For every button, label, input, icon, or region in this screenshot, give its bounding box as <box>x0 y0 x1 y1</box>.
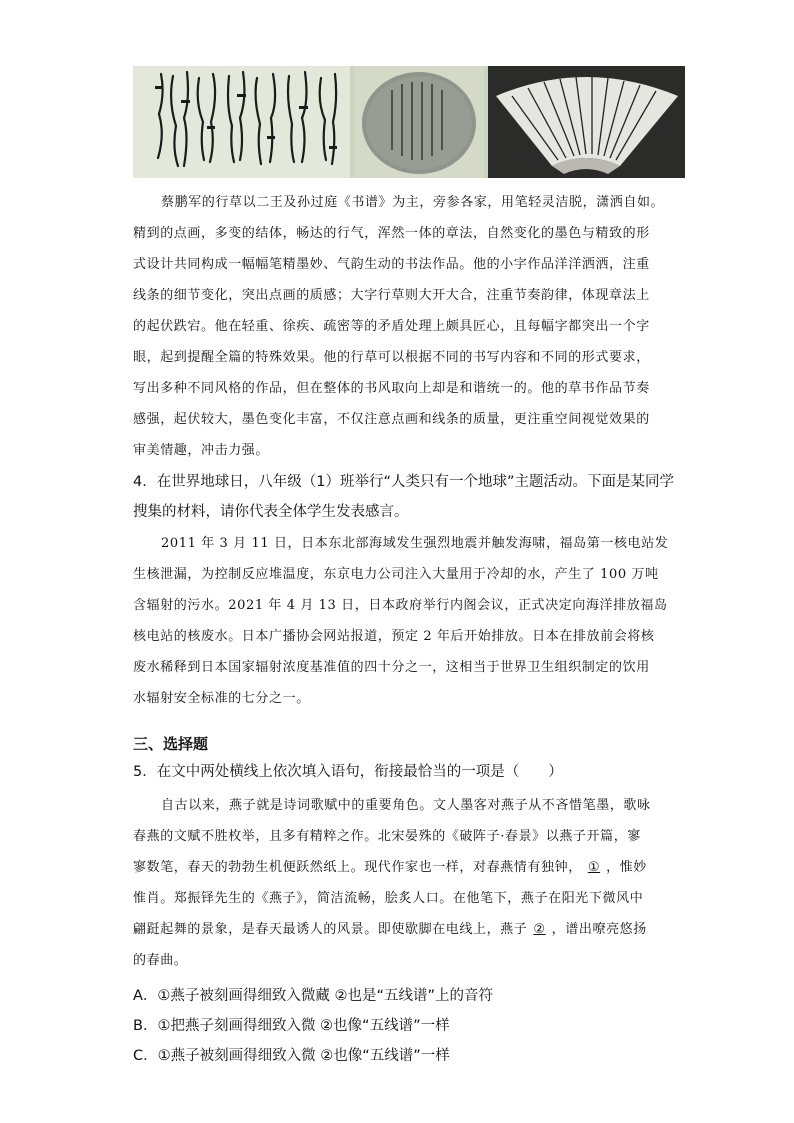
swallow-passage <box>133 790 688 976</box>
question-line: 5．在文中两处横线上依次填入语句，衔接最恰当的一项是（ ） <box>133 764 563 780</box>
calligraphy-scroll-image <box>133 66 350 178</box>
paragraph-line: 生核泄漏，为控制反应堆温度，东京电力公司注入大量用于冷却的水，产生了 100 万吨 <box>133 567 659 582</box>
question-5-stem <box>133 757 693 787</box>
calligraphy-round-fan-image <box>354 66 484 178</box>
question-line: 搜集的材料，请你代表全体学生发表感言。 <box>133 504 409 520</box>
blank-1: ① <box>587 860 601 875</box>
paragraph-line: 审美情趣，冲击力强。 <box>133 443 270 458</box>
calligraphy-image-strip <box>133 66 685 178</box>
paragraph-line: 的春曲。 <box>133 953 188 968</box>
paragraph-line: 2011 年 3 月 11 日，日本东北部海域发生强烈地震并触发海啸，福岛第一核电站发 <box>161 536 669 551</box>
question-4 <box>133 467 693 527</box>
passage-text: ，惟妙 <box>606 860 647 875</box>
calligraphy-paragraph <box>133 187 688 466</box>
paragraph-line: 感强，起伏较大，墨色变化丰富，不仅注意点画和线条的质量，更注重空间视觉效果的 <box>133 412 650 427</box>
paragraph-line: 线条的细节变化，突出点画的质感；大字行草则大开大合，注重节奏韵律，体现章法上 <box>133 288 650 303</box>
paragraph-line: 蔡鹏军的行草以二王及孙过庭《书谱》为主，旁参各家，用笔轻灵洁脱，潇洒自如。 <box>161 195 665 210</box>
blank-2: ② <box>533 922 546 937</box>
option-a: A．①燕子被刻画得细致入微藏 ②也是“五线谱”上的音符 <box>133 988 494 1004</box>
paragraph-line: 春燕的文赋不胜枚举，且多有精粹之作。北宋晏殊的《破阵子·春景》以燕子开篇，寥 <box>133 829 641 844</box>
paragraph-line: 含辐射的污水。2021 年 4 月 13 日，日本政府举行内阁会议，正式决定向海洋排放福岛 <box>133 598 668 613</box>
paragraph-line: 废水稀释到日本国家辐射浓度基准值的四十分之一，这相当于世界卫生组织制定的饮用 <box>133 660 650 675</box>
option-b: B．①把燕子刻画得细致入微 ②也像“五线谱”一样 <box>133 1018 450 1034</box>
option-c: C．①燕子被刻画得细致入微 ②也像“五线谱”一样 <box>133 1048 450 1064</box>
earth-day-material-paragraph <box>133 528 688 714</box>
question-line: 4．在世界地球日，八年级（1）班举行“人类只有一个地球”主题活动。下面是某同学 <box>133 474 674 490</box>
passage-text: ，谱出嘹亮悠扬 <box>551 922 647 937</box>
section-heading: 三、选择题 <box>133 735 209 753</box>
passage-text: 翩跹起舞的景象，是春天最诱人的风景。即使歇脚在电线上，燕子 <box>133 922 528 937</box>
paragraph-line: 眼，起到提醒全篇的特殊效果。他的行草可以根据不同的书写内容和不同的形式要求， <box>133 350 650 365</box>
calligraphy-folding-fan-image <box>488 66 685 178</box>
paragraph-line: 惟肖。郑振铎先生的《燕子》，简洁流畅，脍炙人口。在他笔下，燕子在阳光下微风中 <box>133 891 644 906</box>
paragraph-line <box>133 852 688 883</box>
paragraph-line <box>133 914 688 945</box>
paragraph-line: 写出多种不同风格的作品，但在整体的书风取向上却是和谐统一的。他的草书作品节奏 <box>133 381 650 396</box>
paragraph-line: 的起伏跌宕。他在轻重、徐疾、疏密等的矛盾处理上颇具匠心，且每幅字都突出一个字 <box>133 319 650 334</box>
paragraph-line: 精到的点画，多变的结体，畅达的行气，浑然一体的章法，自然变化的墨色与精致的形 <box>133 226 650 241</box>
paragraph-line: 式设计共同构成一幅幅笔精墨妙、气韵生动的书法作品。他的小字作品洋洋洒洒，注重 <box>133 257 650 272</box>
paragraph-line: 自古以来，燕子就是诗词歌赋中的重要角色。文人墨客对燕子从不吝惜笔墨，歌咏 <box>161 798 651 813</box>
paragraph-line: 水辐射安全标准的七分之一。 <box>133 691 310 706</box>
passage-text: 寥数笔，春天的勃勃生机便跃然纸上。现代作家也一样，对春燕情有独钟， <box>133 860 582 875</box>
paragraph-line: 核电站的核废水。日本广播协会网站报道，预定 2 年后开始排放。日本在排放前会将核 <box>133 629 655 644</box>
